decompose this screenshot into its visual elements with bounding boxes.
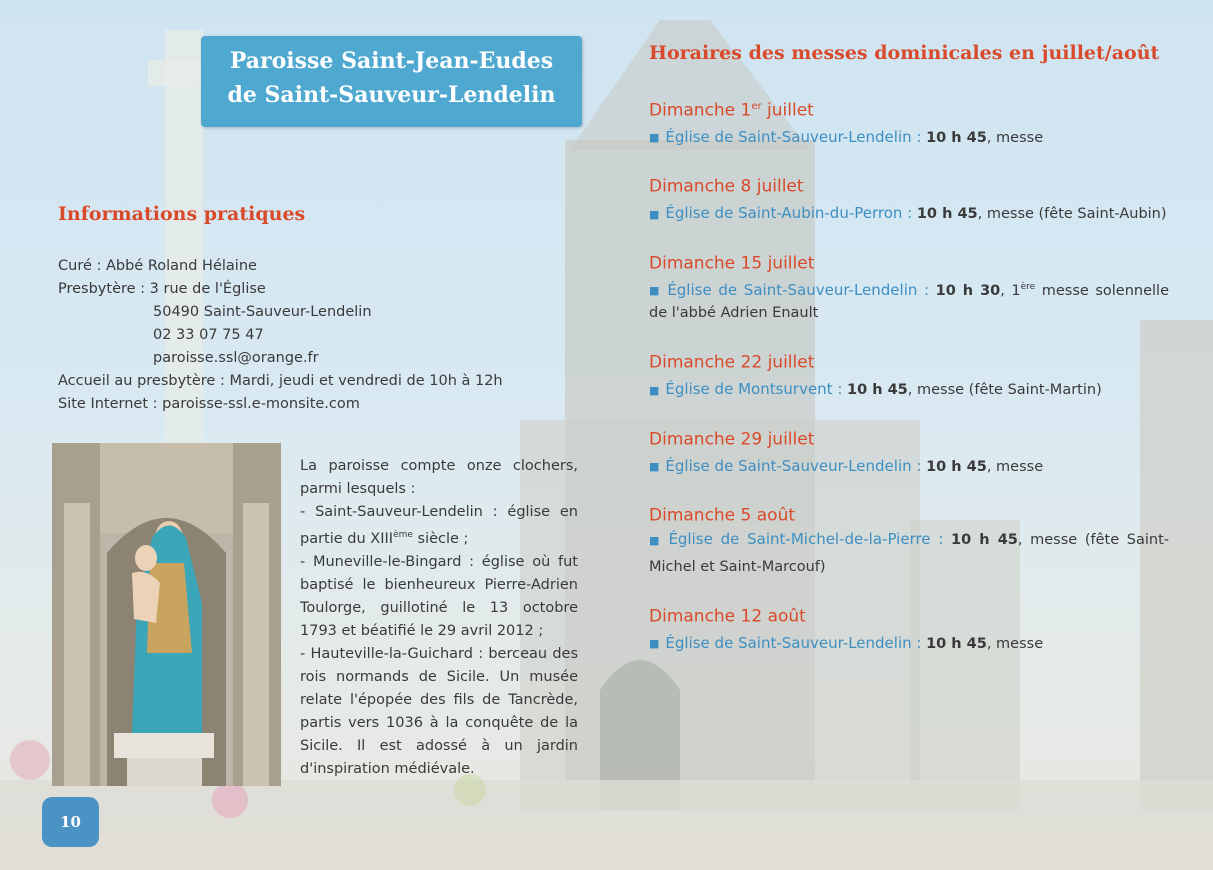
- phone-line: 02 33 07 75 47: [153, 327, 264, 343]
- mass-time: 10 h 45: [916, 205, 978, 222]
- mass-item: [649, 171, 1169, 225]
- parish-item-3: - Hauteville-la-Guichard : berceau des rois normands de Sicile. Un musée relate l'épopée des fils de Tancrède, partis vers 1036 à la conquête de la Sicile. Il est adossé à un jardin d'inspiration médiévale.: [300, 645, 578, 777]
- mass-time: 10 h 45: [926, 129, 987, 146]
- info-block: [58, 255, 503, 416]
- church-name: Église de Saint-Sauveur-Lendelin :: [665, 127, 922, 146]
- church-name: Église de Saint-Sauveur-Lendelin :: [665, 456, 922, 475]
- square-bullet-icon: ■: [649, 460, 660, 474]
- masses-title: Horaires des messes dominicales en juillet/août: [649, 42, 1160, 64]
- mass-detail: ■ Église de Saint-Sauveur-Lendelin : 10 h 45, messe: [649, 456, 1044, 475]
- square-bullet-icon: ■: [649, 207, 660, 221]
- mass-item: [649, 248, 1169, 325]
- masses-list: [649, 95, 1169, 677]
- mass-day: Dimanche 5 août: [649, 506, 796, 527]
- mass-item: [649, 95, 1169, 149]
- parish-item-2: - Muneville-le-Bingard : église où fut baptisé le bienheureux Pierre-Adrien Toulorge, guillotiné le 13 octobre 1793 et béatifié le 29 avril 2012 ;: [300, 553, 578, 639]
- parish-description: [300, 455, 578, 781]
- mass-day: Dimanche 22 juillet: [649, 353, 815, 374]
- header-line-2: de Saint-Sauveur-Lendelin: [227, 82, 556, 108]
- mass-day: Dimanche 1er juillet: [649, 100, 814, 121]
- church-name: Église de Saint-Aubin-du-Perron :: [665, 203, 913, 222]
- church-name: Église de Saint-Michel-de-la-Pierre :: [668, 530, 944, 549]
- mass-time: 10 h 45: [951, 532, 1018, 549]
- square-bullet-icon: ■: [649, 637, 660, 651]
- mass-detail: ■ Église de Saint-Sauveur-Lendelin : 10 h 30, 1ère messe solennelle de l'abbé Adrien Enault: [649, 280, 1170, 322]
- mass-time: 10 h 30: [935, 282, 1001, 299]
- cure-line: Curé : Abbé Roland Hélaine: [58, 258, 257, 274]
- city-line: 50490 Saint-Sauveur-Lendelin: [153, 304, 372, 320]
- mass-detail: ■ Église de Saint-Aubin-du-Perron : 10 h 45, messe (fête Saint-Aubin): [649, 203, 1167, 222]
- mass-day: Dimanche 12 août: [649, 606, 806, 627]
- mass-time: 10 h 45: [847, 381, 908, 398]
- mass-day: Dimanche 29 juillet: [649, 429, 815, 450]
- mass-detail: ■ Église de Saint-Sauveur-Lendelin : 10 h 45, messe: [649, 127, 1044, 146]
- square-bullet-icon: ■: [649, 131, 660, 145]
- square-bullet-icon: ■: [649, 534, 663, 548]
- accueil-line: Accueil au presbytère : Mardi, jeudi et vendredi de 10h à 12h: [58, 373, 503, 389]
- mass-time: 10 h 45: [926, 458, 987, 475]
- church-name: Église de Montsurvent :: [665, 379, 843, 398]
- mass-item: [649, 347, 1169, 401]
- mass-item: [649, 500, 1169, 578]
- parish-header: [201, 36, 582, 127]
- info-title: Informations pratiques: [58, 203, 306, 225]
- presbytere-line: Presbytère : 3 rue de l'Église: [58, 281, 266, 297]
- square-bullet-icon: ■: [649, 383, 660, 397]
- header-line-1: Paroisse Saint-Jean-Eudes: [229, 48, 554, 74]
- mass-item: [649, 601, 1169, 655]
- email-line: paroisse.ssl@orange.fr: [153, 350, 319, 366]
- site-line: Site Internet : paroisse-ssl.e-monsite.com: [58, 396, 360, 412]
- mass-detail: ■ Église de Saint-Sauveur-Lendelin : 10 h 45, messe: [649, 633, 1044, 652]
- mass-time: 10 h 45: [926, 635, 987, 652]
- parish-intro: La paroisse compte onze clochers, parmi lesquels :: [300, 458, 578, 497]
- page-number: 10: [42, 797, 99, 847]
- church-name: Église de Saint-Sauveur-Lendelin :: [665, 633, 922, 652]
- mass-detail: ■ Église de Montsurvent : 10 h 45, messe (fête Saint-Martin): [649, 379, 1102, 398]
- parish-item-1: - Saint-Sauveur-Lendelin : église en partie du XIIIème siècle ;: [300, 504, 578, 547]
- statue-photo: [52, 443, 281, 786]
- mass-item: [649, 424, 1169, 478]
- mass-detail: ■ Église de Saint-Michel-de-la-Pierre : 10 h 45, messe (fête Saint-Michel et Saint-Marcouf): [649, 530, 1169, 575]
- mass-day: Dimanche 15 juillet: [649, 253, 815, 274]
- mass-day: Dimanche 8 juillet: [649, 177, 804, 198]
- square-bullet-icon: ■: [649, 284, 662, 298]
- church-name: Église de Saint-Sauveur-Lendelin :: [667, 280, 930, 299]
